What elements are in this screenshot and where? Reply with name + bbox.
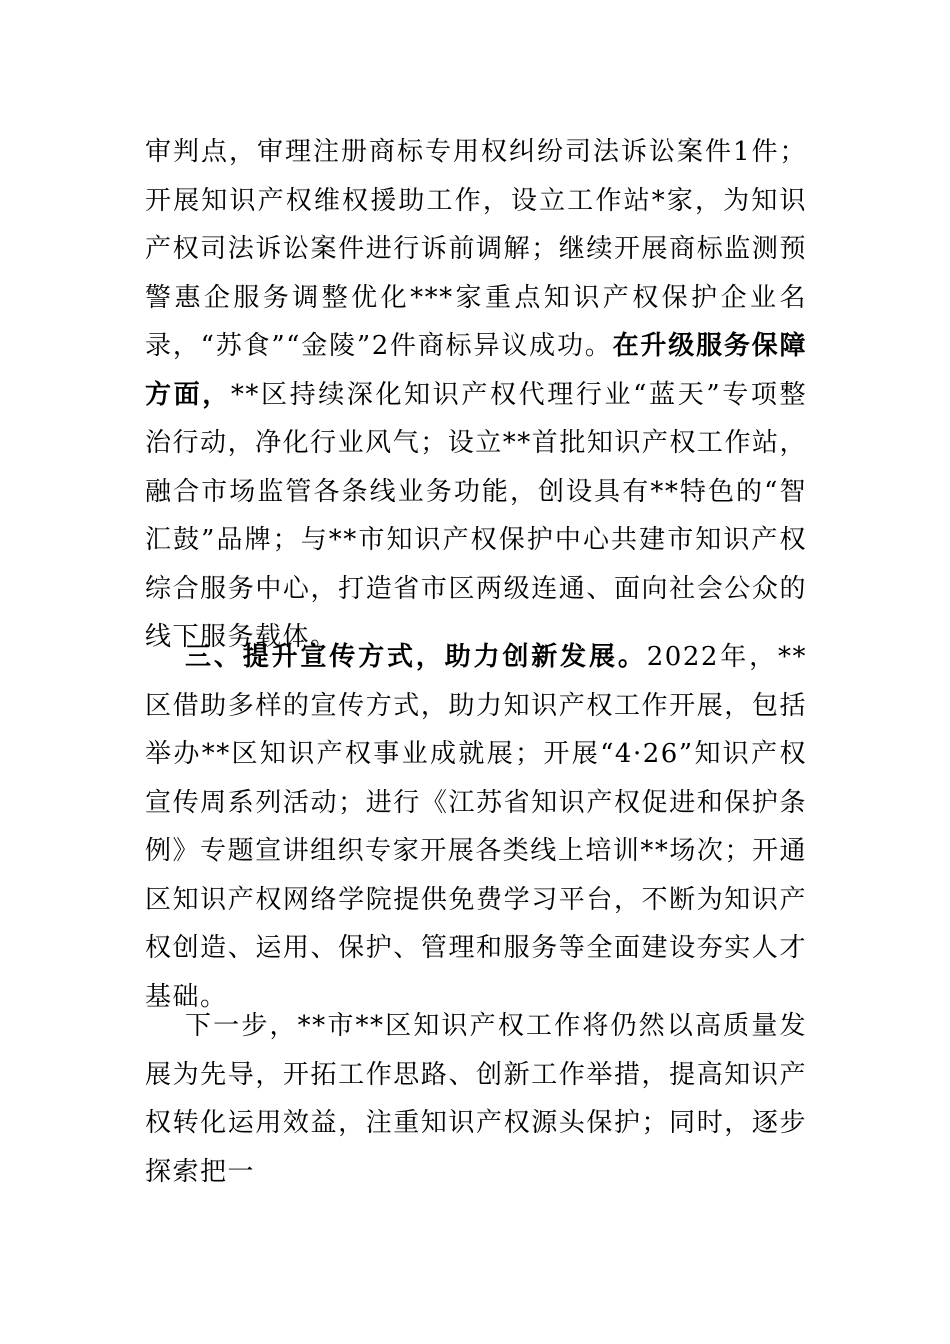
- paragraph-1-text-start: 审判点，审理注册商标专用权纠纷司法诉讼案件1件；开展知识产权维权援助工作，设立工作站*家，为知识产权司法诉讼案件进行诉前调解；继续开展商标监测预警惠企服务调整优化***家重点知识产权保护企业名录，“苏食”“金陵”2件商标异议成功。: [145, 137, 807, 361]
- paragraph-publicity: [145, 633, 807, 1021]
- paragraph-service-guarantee: [145, 128, 807, 662]
- paragraph-2-text: 2022年，**区借助多样的宣传方式，助力知识产权工作开展，包括举办**区知识产权事业成就展；开展“4·26”知识产权宣传周系列活动；进行《江苏省知识产权促进和保护条例》专题宣讲组织专家开展各类线上培训**场次；开通区知识产权网络学院提供免费学习平台，不断为知识产权创造、运用、保护、管理和服务等全面建设夯实人才基础。: [145, 642, 807, 1012]
- paragraph-3-text: 下一步，**市**区知识产权工作将仍然以高质量发展为先导，开拓工作思路、创新工作举措，提高知识产权转化运用效益，注重知识产权源头保护；同时，逐步探索把一: [145, 1011, 807, 1187]
- paragraph-1-bold-phrase: 在升级服务保障方面，: [145, 331, 807, 410]
- section-heading-publicity: 三、提升宣传方式，助力创新发展。: [185, 642, 647, 672]
- paragraph-1-text-end: **区持续深化知识产权代理行业“蓝天”专项整治行动，净化行业风气；设立**首批知识产权工作站，融合市场监管各条线业务功能，创设具有**特色的“智汇鼓”品牌；与**市知识产权保护中心共建市知识产权综合服务中心，打造省市区两级连通、面向社会公众的线下服务载体。: [145, 379, 807, 652]
- paragraph-next-steps: [145, 1002, 807, 1196]
